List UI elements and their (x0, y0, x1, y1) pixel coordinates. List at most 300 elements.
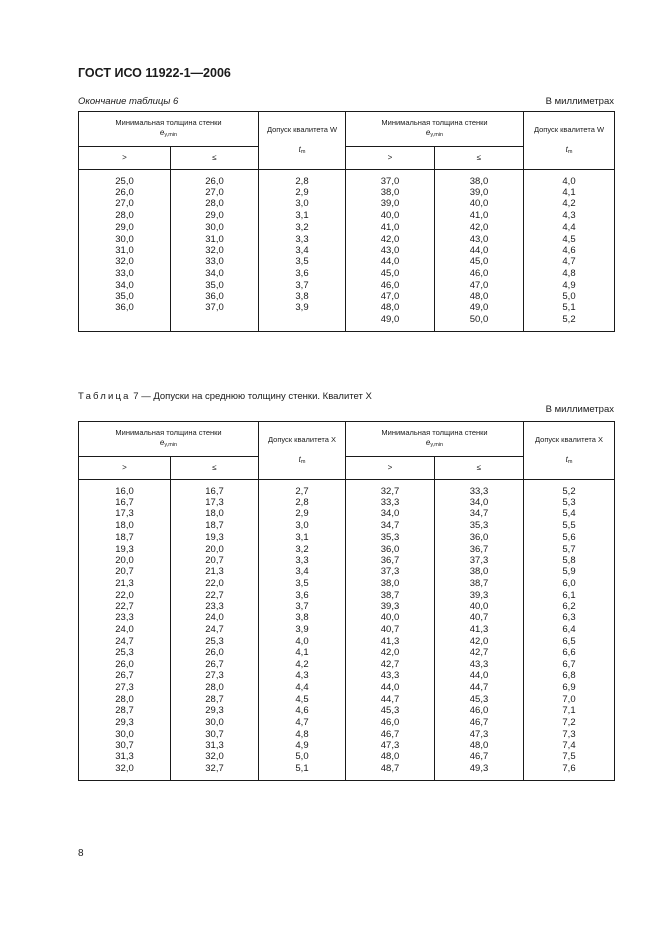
table-cell: 4,1 (524, 187, 615, 198)
table-cell: 44,0 (435, 670, 524, 683)
table-row (79, 762, 615, 780)
table7-header-tolerance (259, 422, 346, 480)
table-cell: 45,3 (346, 705, 435, 716)
table-row (79, 221, 615, 234)
table-cell: 5,3 (524, 497, 615, 508)
table-row (79, 566, 615, 577)
table-cell: 21,3 (79, 577, 171, 590)
table-row (79, 198, 615, 209)
table-cell: 40,0 (435, 601, 524, 612)
table-cell: 33,0 (171, 256, 259, 267)
table-cell: 32,7 (171, 762, 259, 780)
table-cell: 20,0 (79, 555, 171, 566)
table-cell: 49,0 (346, 313, 435, 331)
table-cell: 4,4 (524, 221, 615, 234)
table-cell: 30,0 (171, 221, 259, 234)
header-min-thickness-label: Минимальная толщина стенки (381, 118, 488, 128)
table-row (79, 694, 615, 705)
table-cell: 3,5 (259, 256, 346, 267)
table-cell: 20,7 (79, 566, 171, 577)
table-cell: 7,6 (524, 762, 615, 780)
table-cell: 46,7 (435, 716, 524, 729)
table-cell: 3,9 (259, 623, 346, 636)
table-cell: 22,0 (171, 577, 259, 590)
table-cell: 3,7 (259, 601, 346, 612)
table-cell: 37,0 (171, 302, 259, 313)
table-cell: 3,7 (259, 280, 346, 291)
table-cell: 43,3 (346, 670, 435, 683)
table-cell: 28,0 (79, 694, 171, 705)
table-row (79, 291, 615, 302)
table-cell: 44,0 (435, 245, 524, 256)
header-min-thickness-label: Минимальная толщина стенки (381, 428, 488, 438)
table-cell: 6,5 (524, 636, 615, 647)
table-row (79, 234, 615, 245)
table-cell: 30,7 (79, 740, 171, 751)
table-row (79, 245, 615, 256)
table-cell: 35,0 (79, 291, 171, 302)
table-cell: 42,0 (435, 636, 524, 647)
table-row (79, 659, 615, 670)
table-cell: 24,7 (171, 623, 259, 636)
table-row (79, 544, 615, 555)
t-symbol: t (565, 144, 568, 154)
table-cell: 7,4 (524, 740, 615, 751)
table-cell: 2,8 (259, 497, 346, 508)
table-cell: 24,0 (79, 623, 171, 636)
table-cell: 45,0 (346, 267, 435, 280)
table7-header-min-thickness-2 (346, 422, 524, 457)
table-cell: 49,3 (435, 762, 524, 780)
table-cell: 31,0 (171, 234, 259, 245)
table-row (79, 705, 615, 716)
table-cell: 16,7 (79, 497, 171, 508)
table-cell: 5,1 (524, 302, 615, 313)
table-cell: 23,3 (79, 612, 171, 623)
header-tolerance-label: Допуск квалитета W (533, 124, 605, 134)
table-cell: 5,4 (524, 508, 615, 519)
table-cell: 24,0 (171, 612, 259, 623)
table-cell: 7,5 (524, 751, 615, 762)
table-cell: 3,1 (259, 210, 346, 221)
page-number: 8 (78, 848, 84, 859)
table-cell: 48,0 (435, 740, 524, 751)
table-cell: 40,0 (435, 198, 524, 209)
table-cell: 27,3 (171, 670, 259, 683)
table-cell: 2,8 (259, 170, 346, 188)
table-cell: 3,5 (259, 577, 346, 590)
table-cell: 20,7 (171, 555, 259, 566)
table-row (79, 256, 615, 267)
table-cell: 45,3 (435, 694, 524, 705)
table-cell: 43,0 (346, 245, 435, 256)
table-cell: 41,3 (435, 623, 524, 636)
table-cell: 31,3 (79, 751, 171, 762)
table-cell: 28,0 (171, 198, 259, 209)
table6-header-min-thickness (79, 112, 259, 147)
table-cell: 47,3 (435, 729, 524, 740)
table-cell: 2,9 (259, 508, 346, 519)
table-cell: 32,0 (79, 256, 171, 267)
header-tolerance-label: Допуск квалитета X (268, 434, 336, 444)
table-cell: 46,7 (435, 751, 524, 762)
table-row (79, 210, 615, 221)
table-cell: 47,0 (346, 291, 435, 302)
table-cell: 3,3 (259, 555, 346, 566)
table-cell: 4,2 (259, 659, 346, 670)
table6-header-tolerance-2 (524, 112, 615, 170)
table-cell: 36,0 (435, 531, 524, 544)
table-cell: 4,1 (259, 647, 346, 658)
table-cell: 22,7 (171, 590, 259, 601)
table-cell: 37,3 (346, 566, 435, 577)
table-cell: 25,3 (79, 647, 171, 658)
table-cell (259, 313, 346, 331)
table-cell: 32,0 (79, 762, 171, 780)
table-cell: 39,3 (435, 590, 524, 601)
e-symbol: e (425, 128, 431, 138)
table-cell: 48,0 (435, 291, 524, 302)
e-symbol: e (425, 438, 431, 448)
table-cell: 29,3 (79, 716, 171, 729)
table-cell: 5,7 (524, 544, 615, 555)
table-cell: 2,7 (259, 480, 346, 498)
table-row (79, 647, 615, 658)
table-cell: 23,3 (171, 601, 259, 612)
table-cell: 36,0 (346, 544, 435, 555)
table-cell: 17,3 (171, 497, 259, 508)
table-cell: 6,7 (524, 659, 615, 670)
table-cell: 42,0 (346, 234, 435, 245)
table-cell: 44,0 (346, 682, 435, 693)
header-greater-than: > (79, 457, 171, 480)
table-row (79, 280, 615, 291)
header-min-thickness-label: Минимальная толщина стенки (115, 118, 222, 128)
table-cell: 7,0 (524, 694, 615, 705)
table-cell: 36,0 (79, 302, 171, 313)
table-cell: 30,0 (171, 716, 259, 729)
t-symbol: t (298, 144, 301, 154)
table-cell: 42,0 (435, 221, 524, 234)
table-cell: 18,0 (171, 508, 259, 519)
header-tolerance-label: Допуск квалитета W (266, 124, 338, 134)
table-cell: 38,0 (435, 566, 524, 577)
table-cell: 5,2 (524, 480, 615, 498)
table-cell: 34,7 (346, 520, 435, 531)
table-cell: 6,0 (524, 577, 615, 590)
table-row (79, 682, 615, 693)
table-cell: 19,3 (79, 544, 171, 555)
table-cell: 4,6 (524, 245, 615, 256)
header-less-or-equal: ≤ (435, 147, 524, 170)
table-cell: 46,0 (346, 280, 435, 291)
table-cell: 4,5 (524, 234, 615, 245)
table6-units: В миллиметрах (545, 96, 614, 107)
table-row (79, 531, 615, 544)
table-cell: 41,3 (346, 636, 435, 647)
table-cell: 47,0 (435, 280, 524, 291)
e-subscript: y,min (164, 132, 178, 139)
table-cell: 5,0 (524, 291, 615, 302)
header-tolerance-label: Допуск квалитета X (535, 434, 603, 444)
table-cell: 4,5 (259, 694, 346, 705)
e-symbol: e (159, 438, 165, 448)
table-cell: 38,7 (435, 577, 524, 590)
table-cell: 38,0 (346, 187, 435, 198)
table-cell: 36,7 (346, 555, 435, 566)
table-cell: 20,0 (171, 544, 259, 555)
e-subscript: y,min (164, 442, 178, 449)
table-cell: 3,9 (259, 302, 346, 313)
table-cell: 24,7 (79, 636, 171, 647)
table6-caption: Окончание таблицы 6 (78, 96, 179, 107)
table-cell: 5,0 (259, 751, 346, 762)
table-cell: 40,0 (346, 210, 435, 221)
table-cell: 41,0 (435, 210, 524, 221)
table7-caption (78, 391, 372, 402)
table-cell: 50,0 (435, 313, 524, 331)
table-cell: 4,0 (259, 636, 346, 647)
table-cell: 25,0 (79, 170, 171, 188)
table-row (79, 497, 615, 508)
table-cell: 35,0 (171, 280, 259, 291)
table-cell: 30,0 (79, 234, 171, 245)
table-cell: 29,3 (171, 705, 259, 716)
table-cell: 3,4 (259, 245, 346, 256)
table-cell: 36,7 (435, 544, 524, 555)
header-greater-than: > (346, 457, 435, 480)
table-cell: 5,5 (524, 520, 615, 531)
table-cell: 4,3 (524, 210, 615, 221)
table-cell: 26,0 (79, 659, 171, 670)
table-cell: 42,7 (346, 659, 435, 670)
table6-header-min-thickness-2 (346, 112, 524, 147)
table-cell: 32,0 (171, 751, 259, 762)
table-cell: 28,7 (171, 694, 259, 705)
table-row (79, 612, 615, 623)
table7-header-tolerance-2 (524, 422, 615, 480)
table-cell: 7,3 (524, 729, 615, 740)
page-header-title: ГОСТ ИСО 11922-1—2006 (78, 66, 231, 80)
table-cell: 28,7 (79, 705, 171, 716)
table-cell: 39,0 (346, 198, 435, 209)
table-cell: 16,7 (171, 480, 259, 498)
table-cell: 48,0 (346, 302, 435, 313)
table-cell: 4,4 (259, 682, 346, 693)
table-cell: 4,6 (259, 705, 346, 716)
table-cell: 6,8 (524, 670, 615, 683)
table-cell: 3,2 (259, 544, 346, 555)
t-subscript: m (300, 148, 306, 155)
table-row (79, 302, 615, 313)
table7-caption-text: 7 — Допуски на среднюю толщину стенки. Квалитет X (130, 391, 372, 402)
table-cell: 4,8 (259, 729, 346, 740)
table-cell: 21,3 (171, 566, 259, 577)
table-row (79, 740, 615, 751)
table-cell: 28,0 (79, 210, 171, 221)
table-cell: 34,0 (346, 508, 435, 519)
table-cell: 6,1 (524, 590, 615, 601)
table-cell: 4,9 (259, 740, 346, 751)
table-cell: 35,3 (346, 531, 435, 544)
table-cell: 35,3 (435, 520, 524, 531)
table-cell: 4,7 (524, 256, 615, 267)
header-less-or-equal: ≤ (435, 457, 524, 480)
table-cell: 42,0 (346, 647, 435, 658)
table-row (79, 716, 615, 729)
table-cell: 33,0 (79, 267, 171, 280)
table-row (79, 267, 615, 280)
table-cell: 32,0 (171, 245, 259, 256)
table-cell: 26,7 (171, 659, 259, 670)
table-cell: 44,7 (346, 694, 435, 705)
e-subscript: y,min (430, 442, 444, 449)
table-cell: 3,8 (259, 612, 346, 623)
table-row (79, 170, 615, 188)
e-symbol: e (159, 128, 165, 138)
table-cell: 32,7 (346, 480, 435, 498)
table-cell: 3,0 (259, 198, 346, 209)
table6 (78, 111, 615, 332)
table-cell: 40,7 (435, 612, 524, 623)
table-cell: 43,0 (435, 234, 524, 245)
table-cell (79, 313, 171, 331)
table-cell: 6,4 (524, 623, 615, 636)
table-cell: 27,0 (79, 198, 171, 209)
table-cell: 38,7 (346, 590, 435, 601)
table-cell: 2,9 (259, 187, 346, 198)
table-cell: 3,4 (259, 566, 346, 577)
t-symbol: t (298, 454, 301, 464)
table-cell: 5,1 (259, 762, 346, 780)
table-cell: 3,2 (259, 221, 346, 234)
table-row (79, 480, 615, 498)
table-row (79, 520, 615, 531)
table-cell: 38,0 (346, 577, 435, 590)
table-cell: 46,0 (435, 267, 524, 280)
table-cell: 4,2 (524, 198, 615, 209)
table-cell: 27,0 (171, 187, 259, 198)
table-cell: 48,7 (346, 762, 435, 780)
table-cell: 7,2 (524, 716, 615, 729)
table-cell: 34,0 (435, 497, 524, 508)
table-cell: 28,0 (171, 682, 259, 693)
table-cell: 5,6 (524, 531, 615, 544)
table-cell: 48,0 (346, 751, 435, 762)
table-cell: 33,3 (435, 480, 524, 498)
table-cell: 3,8 (259, 291, 346, 302)
table7-caption-label: Таблица (78, 391, 131, 402)
table-cell: 46,0 (435, 705, 524, 716)
table-cell: 7,1 (524, 705, 615, 716)
t-symbol: t (565, 454, 568, 464)
table-cell: 44,0 (346, 256, 435, 267)
table-cell (171, 313, 259, 331)
table-cell: 4,9 (524, 280, 615, 291)
table-row (79, 508, 615, 519)
table-cell: 4,0 (524, 170, 615, 188)
table-cell: 46,0 (346, 716, 435, 729)
table-cell: 34,0 (171, 267, 259, 280)
table-cell: 47,3 (346, 740, 435, 751)
table-cell: 34,0 (79, 280, 171, 291)
table-cell: 29,0 (79, 221, 171, 234)
table-cell: 18,7 (171, 520, 259, 531)
table-row (79, 555, 615, 566)
e-subscript: y,min (430, 132, 444, 139)
table-cell: 43,3 (435, 659, 524, 670)
table-cell: 31,3 (171, 740, 259, 751)
t-subscript: m (567, 458, 573, 465)
table-cell: 18,7 (79, 531, 171, 544)
table-cell: 37,0 (346, 170, 435, 188)
table-cell: 39,3 (346, 601, 435, 612)
table-cell: 3,1 (259, 531, 346, 544)
table-cell: 40,0 (346, 612, 435, 623)
table-cell: 37,3 (435, 555, 524, 566)
table-cell: 18,0 (79, 520, 171, 531)
header-greater-than: > (346, 147, 435, 170)
table7-header-min-thickness (79, 422, 259, 457)
table-row (79, 187, 615, 198)
table-cell: 5,8 (524, 555, 615, 566)
table-cell: 3,6 (259, 267, 346, 280)
table-cell: 34,7 (435, 508, 524, 519)
table-cell: 3,6 (259, 590, 346, 601)
table6-header-tolerance (259, 112, 346, 170)
table-cell: 30,0 (79, 729, 171, 740)
table-cell: 22,7 (79, 601, 171, 612)
table-cell: 17,3 (79, 508, 171, 519)
table-cell: 25,3 (171, 636, 259, 647)
table-cell: 36,0 (171, 291, 259, 302)
header-less-or-equal: ≤ (171, 457, 259, 480)
table-cell: 49,0 (435, 302, 524, 313)
table7 (78, 421, 615, 781)
table-cell: 6,6 (524, 647, 615, 658)
table-cell: 38,0 (435, 170, 524, 188)
table-cell: 5,2 (524, 313, 615, 331)
table-row (79, 670, 615, 683)
table-row (79, 590, 615, 601)
table-cell: 33,3 (346, 497, 435, 508)
table-cell: 4,8 (524, 267, 615, 280)
table7-body (79, 480, 615, 781)
table-cell: 29,0 (171, 210, 259, 221)
table-cell: 3,0 (259, 520, 346, 531)
table-row (79, 601, 615, 612)
table7-units: В миллиметрах (545, 404, 614, 415)
table-cell: 16,0 (79, 480, 171, 498)
table-cell: 4,7 (259, 716, 346, 729)
table-cell: 27,3 (79, 682, 171, 693)
table-cell: 26,0 (79, 187, 171, 198)
table-cell: 6,3 (524, 612, 615, 623)
table-cell: 39,0 (435, 187, 524, 198)
t-subscript: m (300, 458, 306, 465)
table-cell: 3,3 (259, 234, 346, 245)
table-cell: 4,3 (259, 670, 346, 683)
table-cell: 26,0 (171, 647, 259, 658)
table-cell: 22,0 (79, 590, 171, 601)
table-cell: 42,7 (435, 647, 524, 658)
table-cell: 44,7 (435, 682, 524, 693)
table-row (79, 729, 615, 740)
table-cell: 45,0 (435, 256, 524, 267)
table6-body (79, 170, 615, 332)
table-cell: 19,3 (171, 531, 259, 544)
table-row (79, 313, 615, 331)
